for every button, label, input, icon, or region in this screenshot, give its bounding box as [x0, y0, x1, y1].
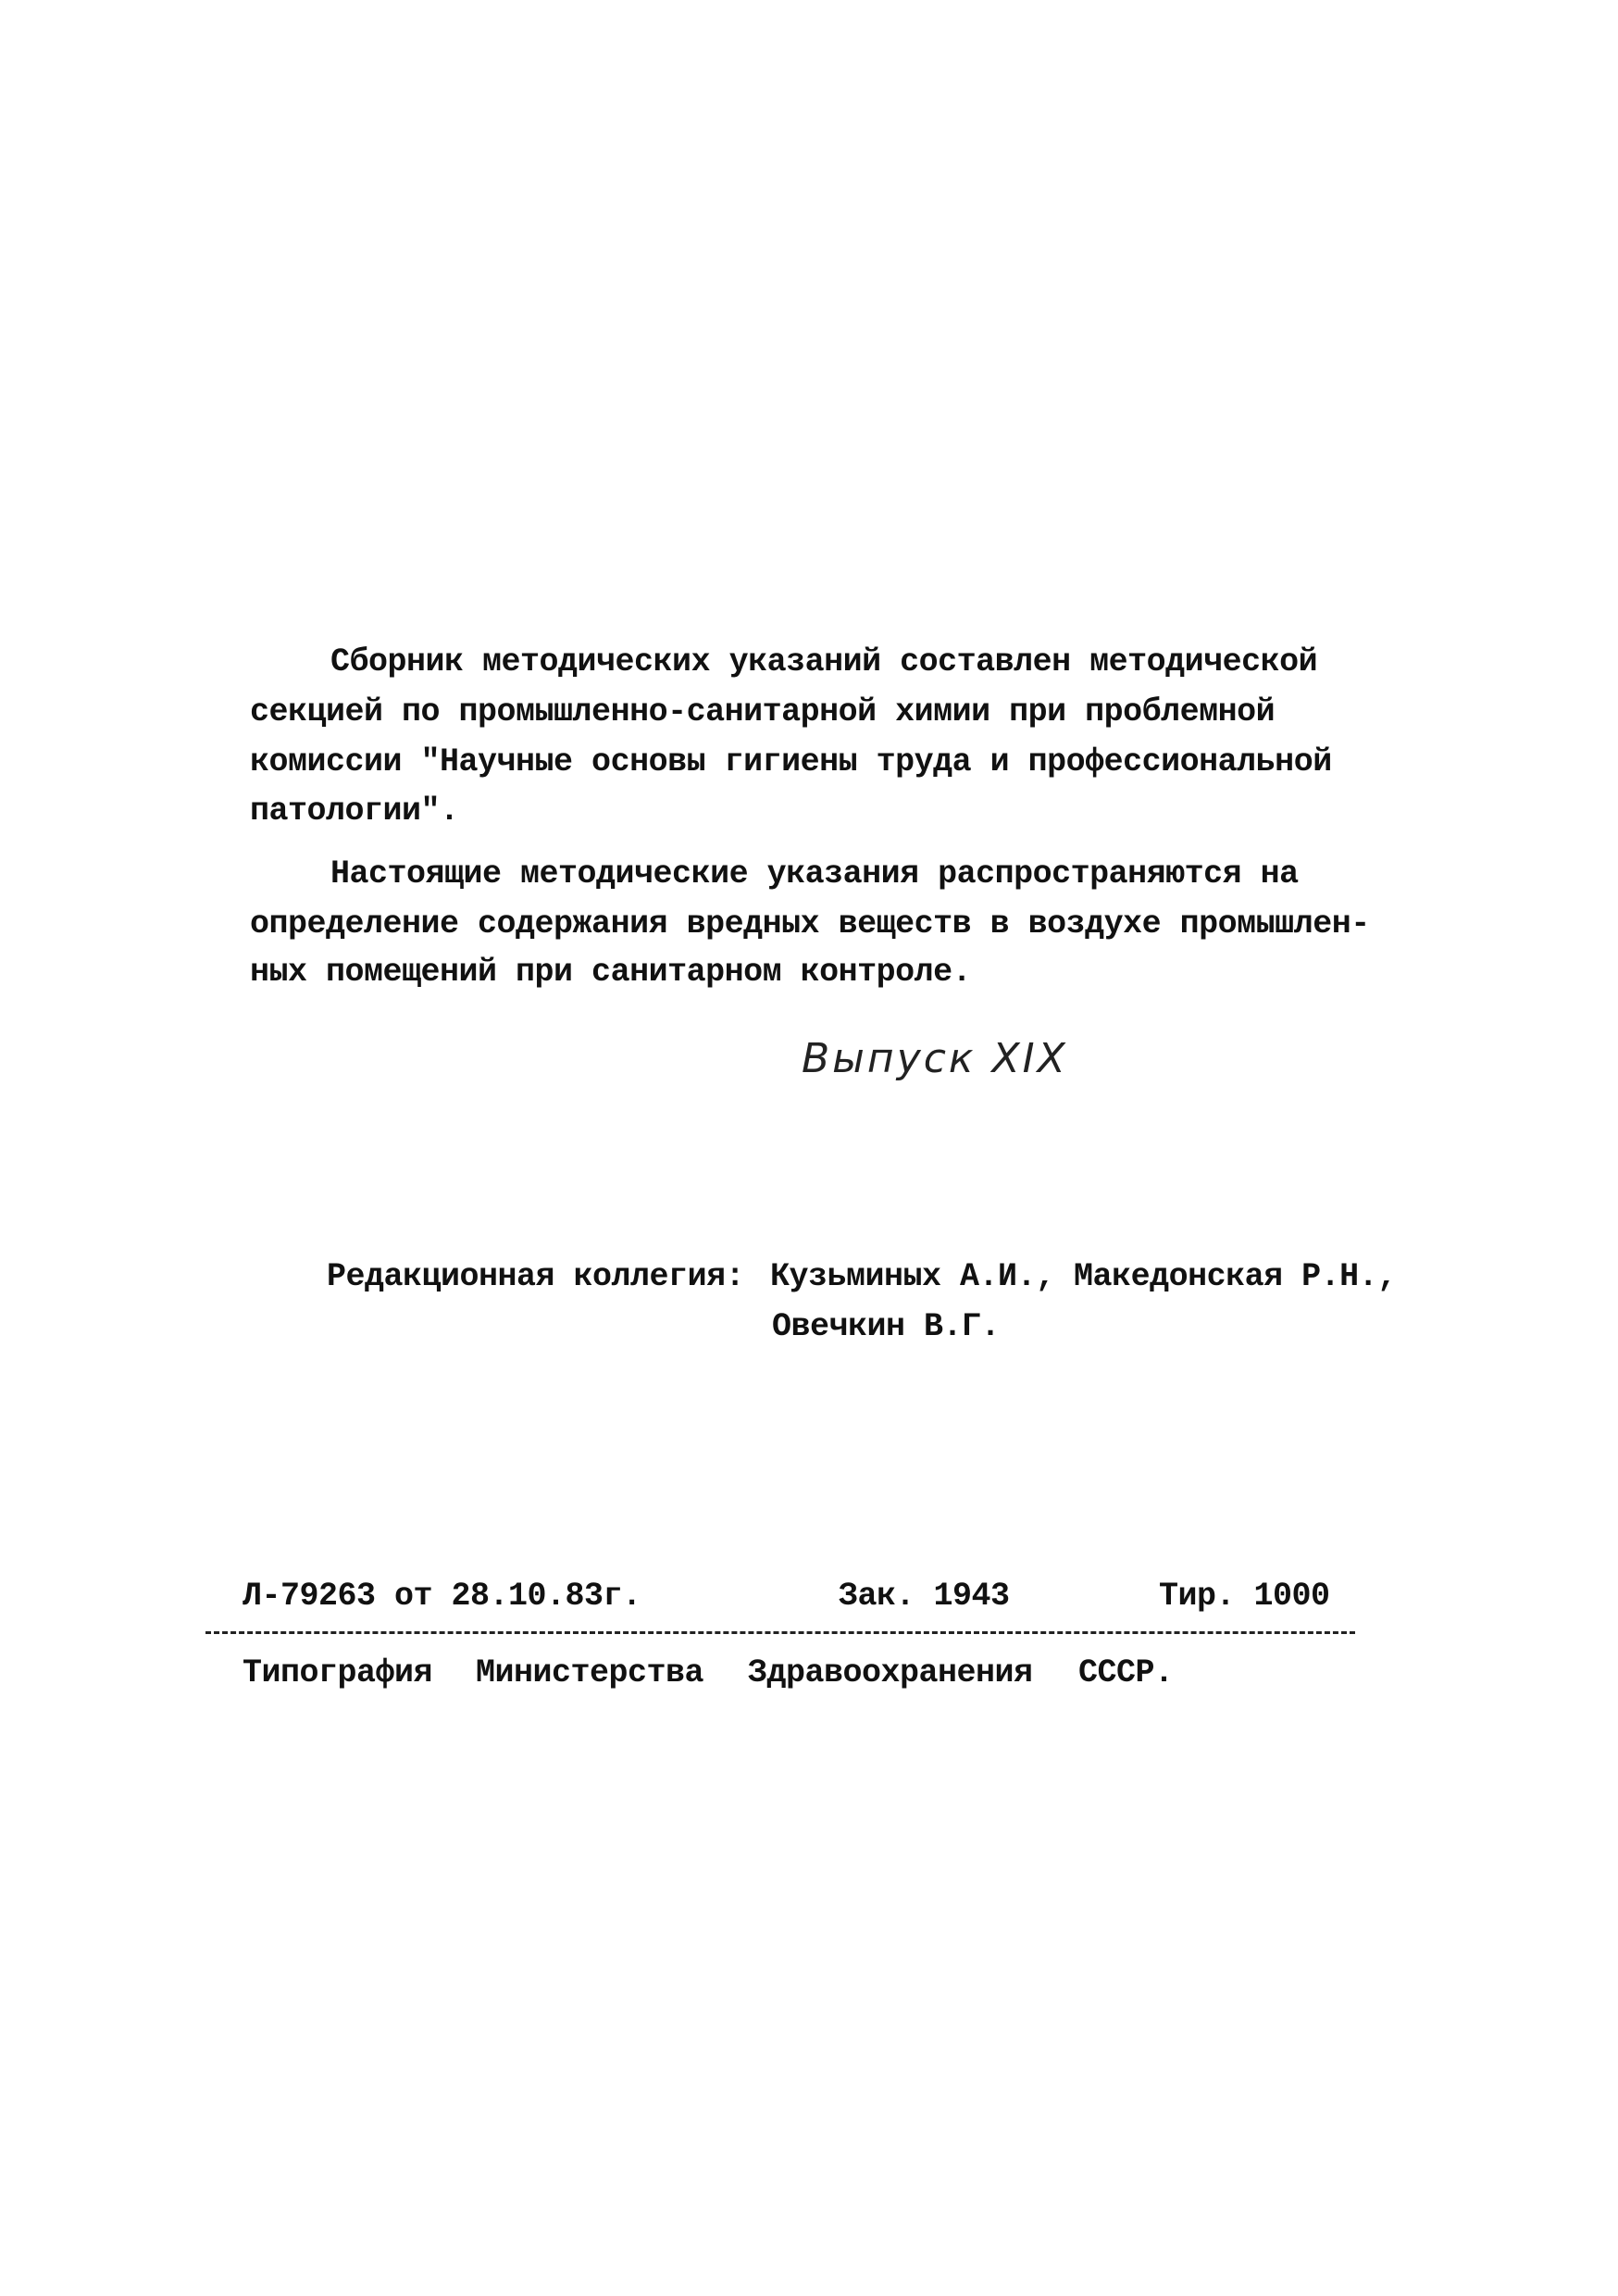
paragraph-line: определение содержания вредных веществ в воздухе промышлен- — [250, 905, 1370, 942]
paragraph-line: комиссии "Научные основы гигиены труда и профессиональной — [250, 743, 1332, 780]
paragraph-line: Настоящие методические указания распространяются на — [330, 855, 1299, 892]
printer-word: Министерства — [476, 1654, 704, 1691]
editorial-board-members-continued: Овечкин В.Г. — [772, 1308, 1001, 1345]
paragraph-line: патологии". — [250, 792, 459, 830]
printer-word: Типография — [243, 1654, 433, 1691]
handwritten-issue-number: Выпуск XIX — [802, 1035, 1068, 1082]
paragraph-line: Сборник методических указаний составлен методической — [330, 643, 1318, 680]
printer-word: Здравоохранения — [748, 1654, 1033, 1691]
license-number: Л-79263 от 28.10.83г. — [243, 1578, 641, 1615]
paragraph-line: секцией по промышленно-санитарной химии при проблемной — [250, 693, 1276, 730]
imprint-underline — [205, 1631, 1355, 1634]
paragraph-line: ных помещений при санитарном контроле. — [250, 954, 972, 991]
printer-word: СССР. — [1078, 1654, 1174, 1691]
order-number: Зак. 1943 — [839, 1578, 1010, 1615]
editorial-board-label: Редакционная коллегия: — [327, 1258, 745, 1295]
print-run: Тир. 1000 — [1159, 1578, 1330, 1615]
editorial-board-members: Кузьминых А.И., Македонская Р.Н., — [770, 1258, 1397, 1295]
